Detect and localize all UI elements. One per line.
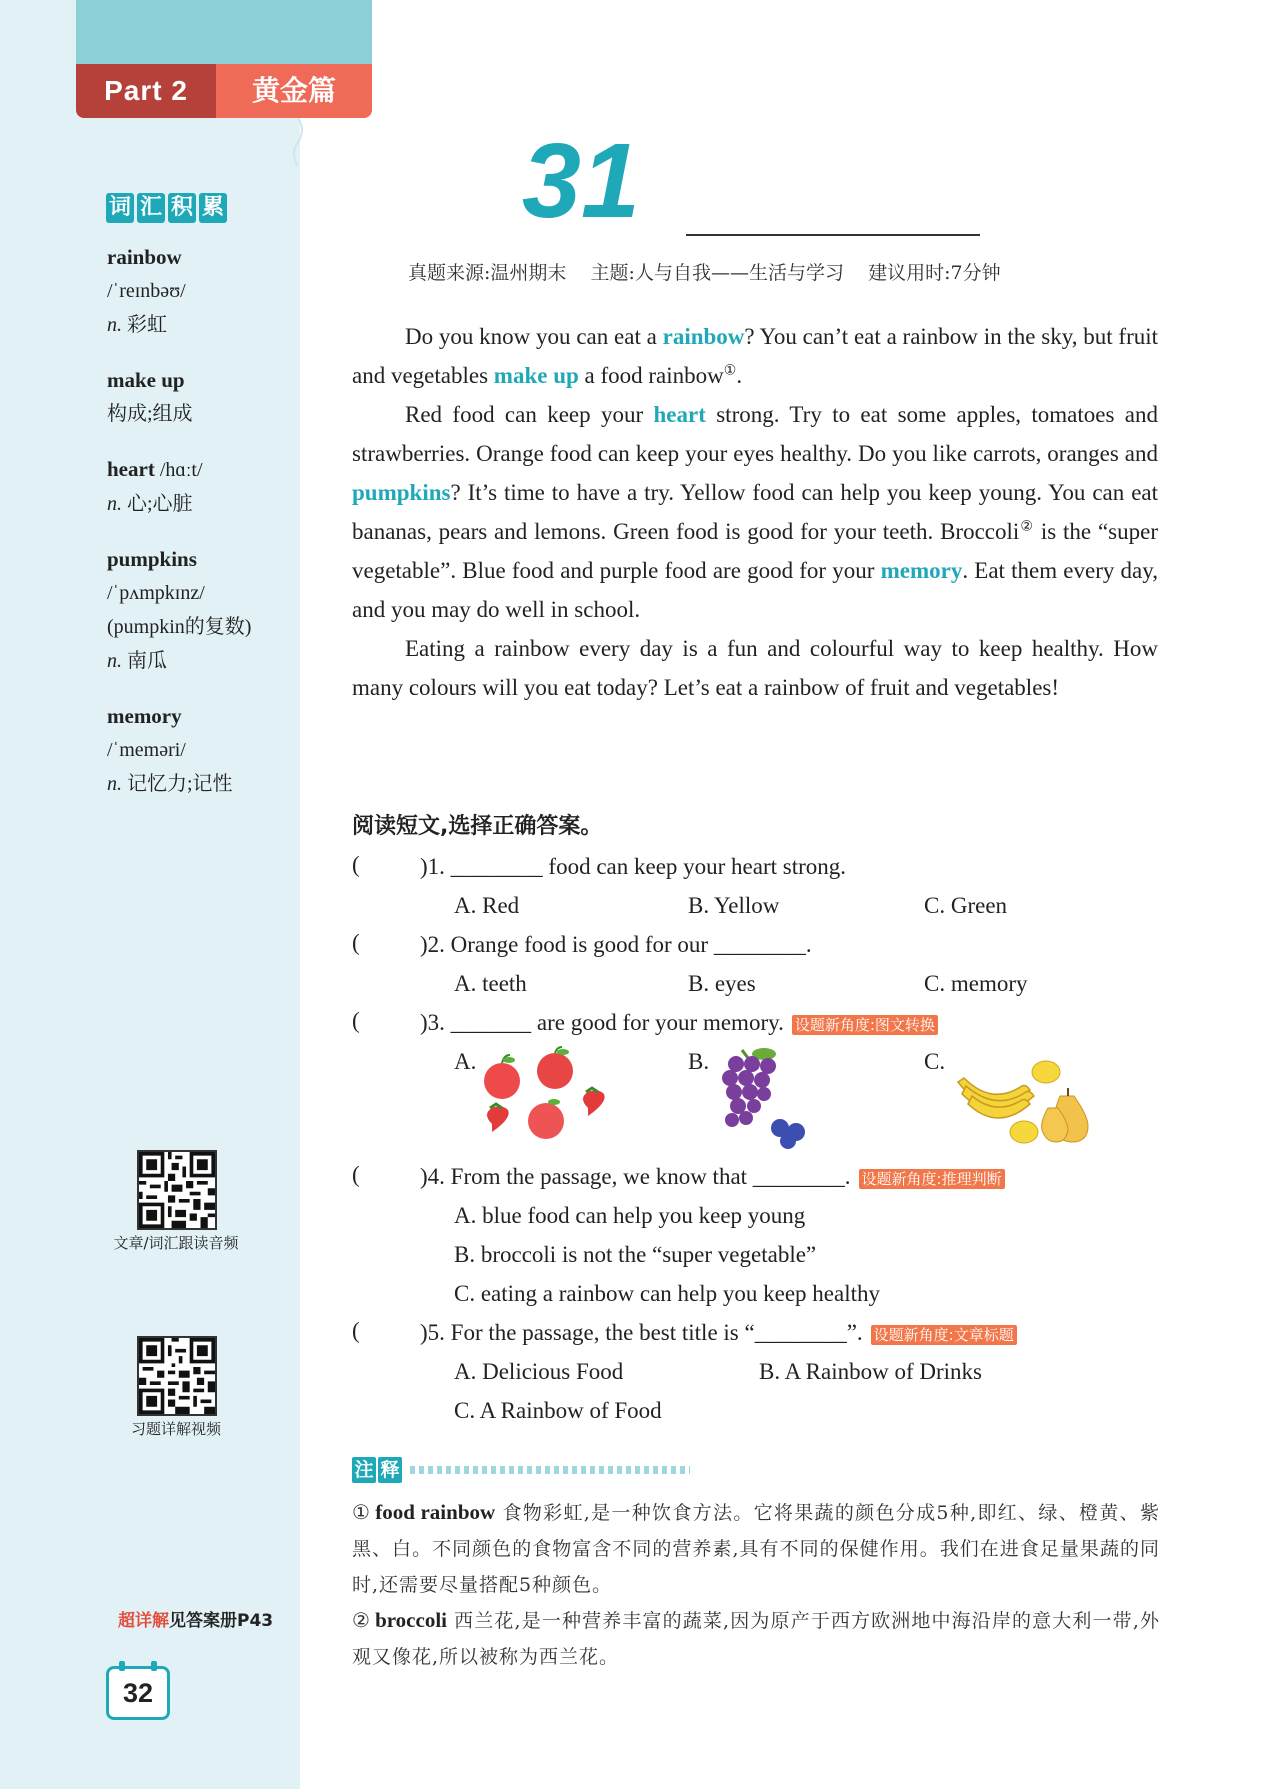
note-number: ① <box>352 1500 372 1524</box>
notes-title-char: 释 <box>378 1457 402 1483</box>
question-3-stem: )3. _______ are good for your memory. 设题新角度:图文转换 <box>420 1008 938 1038</box>
vocab-title <box>106 193 227 223</box>
apple-icon <box>484 1055 520 1099</box>
question-3-option-c[interactable]: C. <box>924 1049 946 1074</box>
vocab-phonetic: /ˈmeməri/ <box>107 739 186 761</box>
part-label: Part 2 <box>76 64 216 118</box>
grapes-blueberries-picture[interactable] <box>702 1046 820 1150</box>
note-number: ② <box>352 1608 372 1632</box>
notes-divider <box>410 1466 690 1474</box>
qr-caption-video: 习题详解视频 <box>130 1420 221 1438</box>
vocab-title-char: 积 <box>168 193 196 223</box>
vocab-meaning: 彩虹 <box>127 314 167 336</box>
question-5-option-b[interactable]: B. A Rainbow of Drinks <box>759 1359 982 1384</box>
answer-paren[interactable]: ( <box>352 852 360 877</box>
vocab-title-char: 词 <box>106 193 134 223</box>
vocab-phonetic: /hɑːt/ <box>159 459 203 481</box>
note-term: food rainbow <box>375 1500 496 1524</box>
vocab-meaning: 构成;组成 <box>107 403 193 425</box>
lemon-icon <box>1010 1121 1038 1143</box>
header-band <box>76 0 372 64</box>
vocab-meaning: 记忆力;记性 <box>127 773 233 795</box>
answer-reference <box>118 1606 273 1631</box>
qr-caption-audio: 文章/词汇跟读音频 <box>113 1234 239 1252</box>
task-instruction: 阅读短文,选择正确答案。 <box>352 814 603 839</box>
vocab-pos: n. <box>107 493 122 515</box>
answer-ref-text: 见答案册P43 <box>169 1611 274 1631</box>
question-4-option-c[interactable]: C. eating a rainbow can help you keep healthy <box>454 1281 880 1306</box>
vocab-meaning: 心;心脏 <box>127 493 193 515</box>
question-1-option-b[interactable]: B. Yellow <box>688 893 780 918</box>
vocab-meaning-line <box>107 767 307 801</box>
vocab-entry-rainbow <box>107 240 307 342</box>
answer-paren[interactable]: ( <box>352 1008 360 1033</box>
vocab-entry-memory <box>107 699 307 801</box>
passage-paragraph: Do you know you can eat a rainbow? You can’t eat a rainbow in the sky, but fruit and vegetables make up a food rainbow①. <box>352 324 1159 388</box>
apple-icon <box>537 1047 573 1089</box>
vocab-title-char: 汇 <box>137 193 165 223</box>
question-4-option-b[interactable]: B. broccoli is not the “super vegetable” <box>454 1242 817 1267</box>
vocab-entry-heart <box>107 452 307 521</box>
vocab-highlight: make up <box>493 363 579 388</box>
question-3-option-b[interactable]: B. <box>688 1049 710 1074</box>
vocab-pos: n. <box>107 314 122 336</box>
lesson-number: 31 <box>522 122 640 240</box>
notes-title-char: 注 <box>352 1457 376 1483</box>
question-1-option-c[interactable]: C. Green <box>924 893 1008 918</box>
note-2 <box>352 1602 1160 1675</box>
vocab-highlight: memory <box>880 558 963 583</box>
vocab-word: make up <box>107 368 185 392</box>
vocab-meaning-line <box>107 308 307 342</box>
reading-passage <box>352 317 1158 707</box>
vocab-word: rainbow <box>107 245 182 269</box>
question-4-stem: )4. From the passage, we know that ________. 设题新角度:推理判断 <box>420 1162 1005 1192</box>
note-term: broccoli <box>375 1608 447 1632</box>
vocab-highlight: heart <box>653 402 706 427</box>
footnote-ref: ② <box>1019 519 1035 535</box>
question-4-option-a[interactable]: A. blue food can help you keep young <box>454 1203 806 1228</box>
vocab-phonetic: /ˈpʌmpkɪnz/ <box>107 582 205 604</box>
section-name: 黄金篇 <box>216 64 372 118</box>
answer-paren[interactable]: ( <box>352 1318 360 1343</box>
question-5-stem: )5. For the passage, the best title is “________”. 设题新角度:文章标题 <box>420 1318 1017 1348</box>
vocab-phonetic: /ˈreɪnbəʊ/ <box>107 280 186 302</box>
vocab-pos: n. <box>107 773 122 795</box>
vocab-word: pumpkins <box>107 547 197 571</box>
question-1-option-a[interactable]: A. Red <box>454 893 520 918</box>
bananas-lemons-pears-picture[interactable] <box>952 1046 1094 1150</box>
vocab-word: heart <box>107 457 155 481</box>
question-2-option-b[interactable]: B. eyes <box>688 971 756 996</box>
question-2-option-c[interactable]: C. memory <box>924 971 1028 996</box>
question-tag: 设题新角度:图文转换 <box>792 1015 938 1035</box>
vocab-meaning: 南瓜 <box>127 650 167 672</box>
vocab-title-char: 累 <box>199 193 227 223</box>
question-3-option-a[interactable]: A. <box>454 1049 477 1074</box>
vocab-entry-make-up <box>107 363 307 431</box>
page-number: 32 <box>106 1666 170 1720</box>
question-tag: 设题新角度:推理判断 <box>859 1169 1005 1189</box>
title-blank-line <box>686 234 980 236</box>
lemon-icon <box>1032 1061 1060 1083</box>
strawberry-icon <box>583 1088 605 1116</box>
passage-paragraph: Eating a rainbow every day is a fun and colourful way to keep healthy. How many colours will you eat today? Let’s eat a rainbow of fruit and vegetables! <box>352 636 1158 700</box>
footnote-ref: ① <box>723 363 737 379</box>
vocab-highlight: pumpkins <box>352 480 451 505</box>
grapes-icon <box>722 1048 776 1127</box>
apple-icon <box>528 1099 564 1139</box>
vocab-note: (pumpkin的复数) <box>107 616 252 638</box>
question-2-stem: )2. Orange food is good for our ________. <box>420 932 812 957</box>
blueberry-icon <box>771 1119 805 1149</box>
qr-code-video[interactable] <box>137 1336 217 1416</box>
vocab-meaning-line <box>107 487 307 521</box>
apples-strawberries-picture[interactable] <box>472 1046 614 1146</box>
banana-icon <box>958 1078 1034 1118</box>
question-5-option-a[interactable]: A. Delicious Food <box>454 1359 624 1384</box>
vocab-pos: n. <box>107 650 122 672</box>
answer-ref-highlight: 超详解 <box>118 1611 169 1631</box>
answer-paren[interactable]: ( <box>352 1162 360 1187</box>
vocab-entry-pumpkins <box>107 542 307 678</box>
vocab-highlight: rainbow <box>662 324 745 349</box>
note-1 <box>352 1494 1160 1603</box>
vocab-word: memory <box>107 704 182 728</box>
note-text: 食物彩虹,是一种饮食方法。它将果蔬的颜色分成5种,即红、绿、橙黄、紫黑、白。不同颜色的食物富含不同的营养素,具有不同的保健作用。我们在进食足量果蔬的同时,还需要尽量搭配5种颜色。 <box>352 1502 1160 1596</box>
note-text: 西兰花,是一种营养丰富的蔬菜,因为原产于西方欧洲地中海沿岸的意大利一带,外观又像花,所以被称为西兰花。 <box>352 1610 1160 1668</box>
question-1-stem: )1. ________ food can keep your heart strong. <box>420 854 847 879</box>
question-2-option-a[interactable]: A. teeth <box>454 971 527 996</box>
lesson-meta: 真题来源:温州期末 主题:人与自我——生活与学习 建议用时:7分钟 <box>408 262 1001 284</box>
strawberry-icon <box>487 1104 509 1132</box>
question-5-option-c[interactable]: C. A Rainbow of Food <box>454 1398 662 1423</box>
qr-code-audio[interactable] <box>137 1150 217 1230</box>
notes-title <box>352 1457 690 1483</box>
passage-paragraph: Red food can keep your heart strong. Try to eat some apples, tomatoes and strawberries. Orange food can keep your eyes healthy. Do you like carrots, oranges and pumpkins? It’s time to have a try. Yellow food can help you keep young. You can eat bananas, pears and lemons. Green food is good for your teeth. Broccoli② is the “super vegetable”. Blue food and purple food are good for your memory. Eat them every day, and you may do well in school. <box>352 402 1158 622</box>
vocab-meaning-line <box>107 644 307 678</box>
answer-paren[interactable]: ( <box>352 930 360 955</box>
question-tag: 设题新角度:文章标题 <box>871 1325 1017 1345</box>
